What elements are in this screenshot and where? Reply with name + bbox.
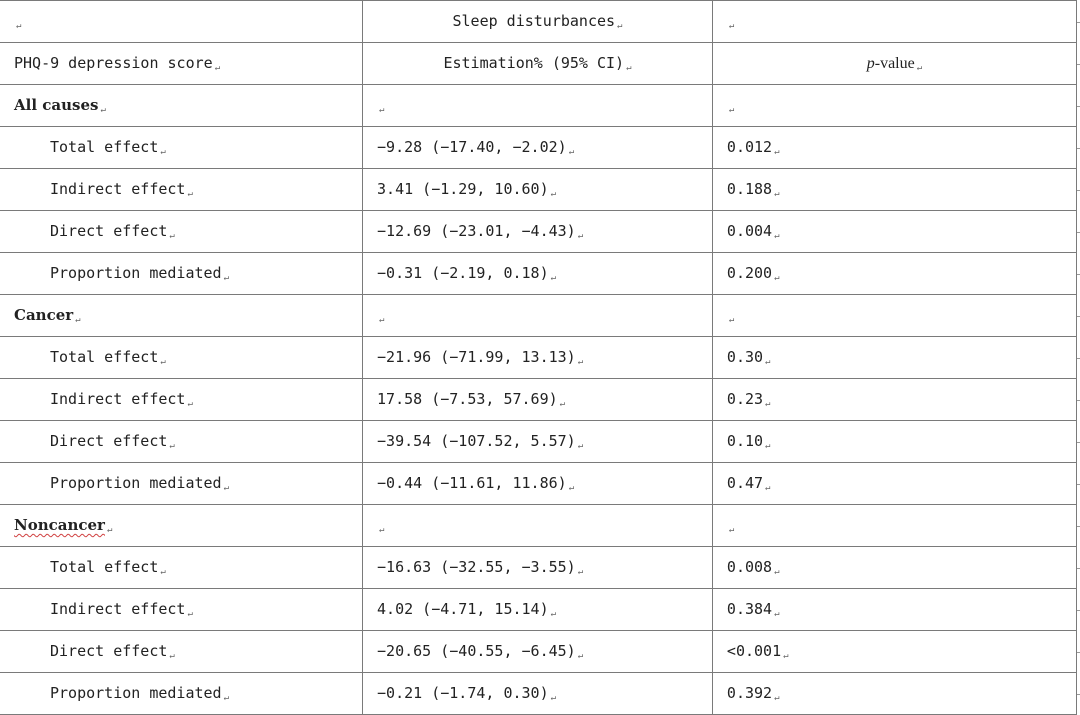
table-row — [0, 253, 1077, 295]
paragraph-mark-icon: ↵ — [559, 399, 566, 409]
pvalue-cell — [712, 547, 1076, 589]
estimate-value: 4.02 (−4.71, 15.14) — [377, 600, 549, 618]
section-title: All causes — [14, 96, 99, 114]
paragraph-mark-icon: ↵ — [550, 609, 557, 619]
section-row — [0, 505, 1077, 547]
effect-label: Total effect — [50, 558, 159, 576]
sleep-disturbances-header — [363, 1, 713, 43]
paragraph-mark-icon: ↵ — [617, 21, 623, 31]
pvalue-cell — [712, 673, 1076, 715]
pvalue-cell — [712, 463, 1076, 505]
paragraph-mark-icon: ↵ — [728, 21, 735, 31]
estimate-value: 3.41 (−1.29, 10.60) — [377, 180, 549, 198]
section-empty-cell — [712, 295, 1076, 337]
paragraph-mark-icon: ↵ — [379, 525, 385, 535]
paragraph-mark-icon: ↵ — [223, 483, 230, 493]
section-title-cell — [0, 85, 363, 127]
estimation-label: Estimation% (95% CI) — [443, 54, 625, 72]
table-row — [0, 589, 1077, 631]
pvalue-value: 0.188 — [726, 180, 773, 198]
paragraph-mark-icon: ↵ — [577, 357, 584, 367]
paragraph-mark-icon: ↵ — [568, 483, 575, 493]
section-title: Noncancer — [14, 516, 105, 534]
paragraph-mark-icon: ↵ — [774, 189, 780, 199]
pvalue-cell — [712, 253, 1076, 295]
estimate-cell — [363, 211, 713, 253]
paragraph-mark-icon: ↵ — [774, 567, 780, 577]
paragraph-mark-icon: ↵ — [169, 441, 175, 451]
paragraph-mark-icon: ↵ — [223, 693, 230, 703]
pvalue-value: 0.008 — [726, 558, 773, 576]
effect-label-cell — [0, 589, 363, 631]
effect-label-cell — [0, 547, 363, 589]
estimate-cell — [363, 337, 713, 379]
section-title-cell — [0, 505, 363, 547]
paragraph-mark-icon: ↵ — [765, 399, 771, 409]
table-row — [0, 421, 1077, 463]
effect-label: Indirect effect — [50, 180, 186, 198]
paragraph-mark-icon: ↵ — [577, 231, 584, 241]
section-empty-cell — [712, 85, 1076, 127]
effect-label-cell — [0, 253, 363, 295]
paragraph-mark-icon: ↵ — [774, 273, 780, 283]
paragraph-mark-icon: ↵ — [577, 651, 584, 661]
pvalue-cell — [712, 379, 1076, 421]
effect-label-cell — [0, 337, 363, 379]
effect-label: Proportion mediated — [50, 684, 222, 702]
estimate-value: −16.63 (−32.55, −3.55) — [377, 558, 576, 576]
paragraph-mark-icon: ↵ — [916, 63, 923, 73]
table-row — [0, 547, 1077, 589]
estimate-cell — [363, 169, 713, 211]
section-row — [0, 85, 1077, 127]
effect-label: Total effect — [50, 138, 159, 156]
pvalue-cell — [712, 127, 1076, 169]
effect-label: Direct effect — [50, 432, 168, 450]
section-empty-cell — [712, 505, 1076, 547]
pvalue-cell — [712, 421, 1076, 463]
paragraph-mark-icon: ↵ — [214, 63, 221, 73]
section-title: Cancer — [14, 306, 74, 324]
effect-label: Direct effect — [50, 222, 168, 240]
estimate-value: −9.28 (−17.40, −2.02) — [377, 138, 567, 156]
paragraph-mark-icon: ↵ — [728, 105, 735, 115]
estimate-value: −21.96 (−71.99, 13.13) — [377, 348, 576, 366]
effect-label-cell — [0, 631, 363, 673]
paragraph-mark-icon: ↵ — [550, 693, 557, 703]
estimate-cell — [363, 253, 713, 295]
paragraph-mark-icon: ↵ — [728, 315, 735, 325]
pvalue-value: 0.200 — [726, 264, 773, 282]
pvalue-value: <0.001 — [726, 642, 782, 660]
effect-label-cell — [0, 463, 363, 505]
paragraph-mark-icon: ↵ — [106, 525, 113, 535]
paragraph-mark-icon: ↵ — [160, 567, 166, 577]
pvalue-value: 0.392 — [726, 684, 773, 702]
paragraph-mark-icon: ↵ — [765, 357, 771, 367]
pvalue-value: 0.384 — [726, 600, 773, 618]
pvalue-header-cell — [712, 43, 1076, 85]
pvalue-rest-label: -value — [874, 55, 915, 72]
estimate-value: 17.58 (−7.53, 57.69) — [377, 390, 558, 408]
table-row — [0, 127, 1077, 169]
estimation-header-cell — [363, 43, 713, 85]
table-row — [0, 169, 1077, 211]
estimate-cell — [363, 631, 713, 673]
paragraph-mark-icon: ↵ — [765, 441, 771, 451]
effect-label: Proportion mediated — [50, 474, 222, 492]
section-empty-cell — [363, 85, 713, 127]
effect-label: Indirect effect — [50, 600, 186, 618]
pvalue-value: 0.004 — [726, 222, 773, 240]
paragraph-mark-icon: ↵ — [16, 21, 22, 31]
paragraph-mark-icon: ↵ — [783, 651, 789, 661]
paragraph-mark-icon: ↵ — [774, 231, 780, 241]
paragraph-mark-icon: ↵ — [379, 315, 385, 325]
paragraph-mark-icon: ↵ — [765, 483, 771, 493]
paragraph-mark-icon: ↵ — [774, 147, 780, 157]
sleep-disturbances-label: Sleep disturbances — [452, 12, 616, 30]
paragraph-mark-icon: ↵ — [160, 147, 166, 157]
table-row — [0, 631, 1077, 673]
effect-label-cell — [0, 127, 363, 169]
pvalue-value: 0.30 — [726, 348, 764, 366]
table-row — [0, 337, 1077, 379]
estimate-value: −39.54 (−107.52, 5.57) — [377, 432, 576, 450]
effect-label: Indirect effect — [50, 390, 186, 408]
pvalue-value: 0.012 — [726, 138, 773, 156]
pvalue-cell — [712, 631, 1076, 673]
paragraph-mark-icon: ↵ — [774, 609, 780, 619]
paragraph-mark-icon: ↵ — [379, 105, 385, 115]
header-empty-cell-right — [712, 1, 1076, 43]
paragraph-mark-icon: ↵ — [568, 147, 575, 157]
section-row — [0, 295, 1077, 337]
phq9-header-cell — [0, 43, 363, 85]
estimate-value: −12.69 (−23.01, −4.43) — [377, 222, 576, 240]
paragraph-mark-icon: ↵ — [169, 651, 175, 661]
paragraph-mark-icon: ↵ — [75, 315, 81, 325]
estimate-cell — [363, 673, 713, 715]
paragraph-mark-icon: ↵ — [169, 231, 175, 241]
header-row-1 — [0, 1, 1077, 43]
effect-label: Direct effect — [50, 642, 168, 660]
effect-label-cell — [0, 379, 363, 421]
table-row — [0, 673, 1077, 715]
estimate-cell — [363, 379, 713, 421]
estimate-value: −20.65 (−40.55, −6.45) — [377, 642, 576, 660]
estimate-cell — [363, 463, 713, 505]
paragraph-mark-icon: ↵ — [187, 399, 193, 409]
paragraph-mark-icon: ↵ — [160, 357, 166, 367]
header-empty-cell — [0, 1, 363, 43]
table-row — [0, 211, 1077, 253]
pvalue-cell — [712, 169, 1076, 211]
effect-label: Total effect — [50, 348, 159, 366]
paragraph-mark-icon: ↵ — [550, 189, 557, 199]
table-row — [0, 463, 1077, 505]
estimate-cell — [363, 127, 713, 169]
paragraph-mark-icon: ↵ — [626, 63, 632, 73]
effect-label-cell — [0, 211, 363, 253]
section-title-cell — [0, 295, 363, 337]
pvalue-cell — [712, 589, 1076, 631]
pvalue-value: 0.23 — [726, 390, 764, 408]
phq9-label: PHQ-9 depression score — [14, 54, 213, 72]
paragraph-mark-icon: ↵ — [187, 189, 193, 199]
paragraph-mark-icon: ↵ — [728, 525, 735, 535]
effect-label-cell — [0, 673, 363, 715]
paragraph-mark-icon: ↵ — [100, 105, 106, 115]
section-empty-cell — [363, 505, 713, 547]
table-body — [0, 85, 1077, 715]
estimate-cell — [363, 589, 713, 631]
pvalue-p-label: p — [866, 55, 875, 72]
table-row — [0, 379, 1077, 421]
pvalue-cell — [712, 211, 1076, 253]
section-empty-cell — [363, 295, 713, 337]
estimate-cell — [363, 421, 713, 463]
estimate-value: −0.21 (−1.74, 0.30) — [377, 684, 549, 702]
effect-label: Proportion mediated — [50, 264, 222, 282]
pvalue-value: 0.47 — [726, 474, 764, 492]
paragraph-mark-icon: ↵ — [577, 567, 584, 577]
estimate-cell — [363, 547, 713, 589]
pvalue-value: 0.10 — [726, 432, 764, 450]
estimate-value: −0.44 (−11.61, 11.86) — [377, 474, 567, 492]
paragraph-mark-icon: ↵ — [187, 609, 193, 619]
paragraph-mark-icon: ↵ — [550, 273, 557, 283]
paragraph-mark-icon: ↵ — [577, 441, 584, 451]
estimate-value: −0.31 (−2.19, 0.18) — [377, 264, 549, 282]
effect-label-cell — [0, 169, 363, 211]
effect-label-cell — [0, 421, 363, 463]
paragraph-mark-icon: ↵ — [774, 693, 780, 703]
pvalue-cell — [712, 337, 1076, 379]
header-row-2 — [0, 43, 1077, 85]
paragraph-mark-icon: ↵ — [223, 273, 230, 283]
